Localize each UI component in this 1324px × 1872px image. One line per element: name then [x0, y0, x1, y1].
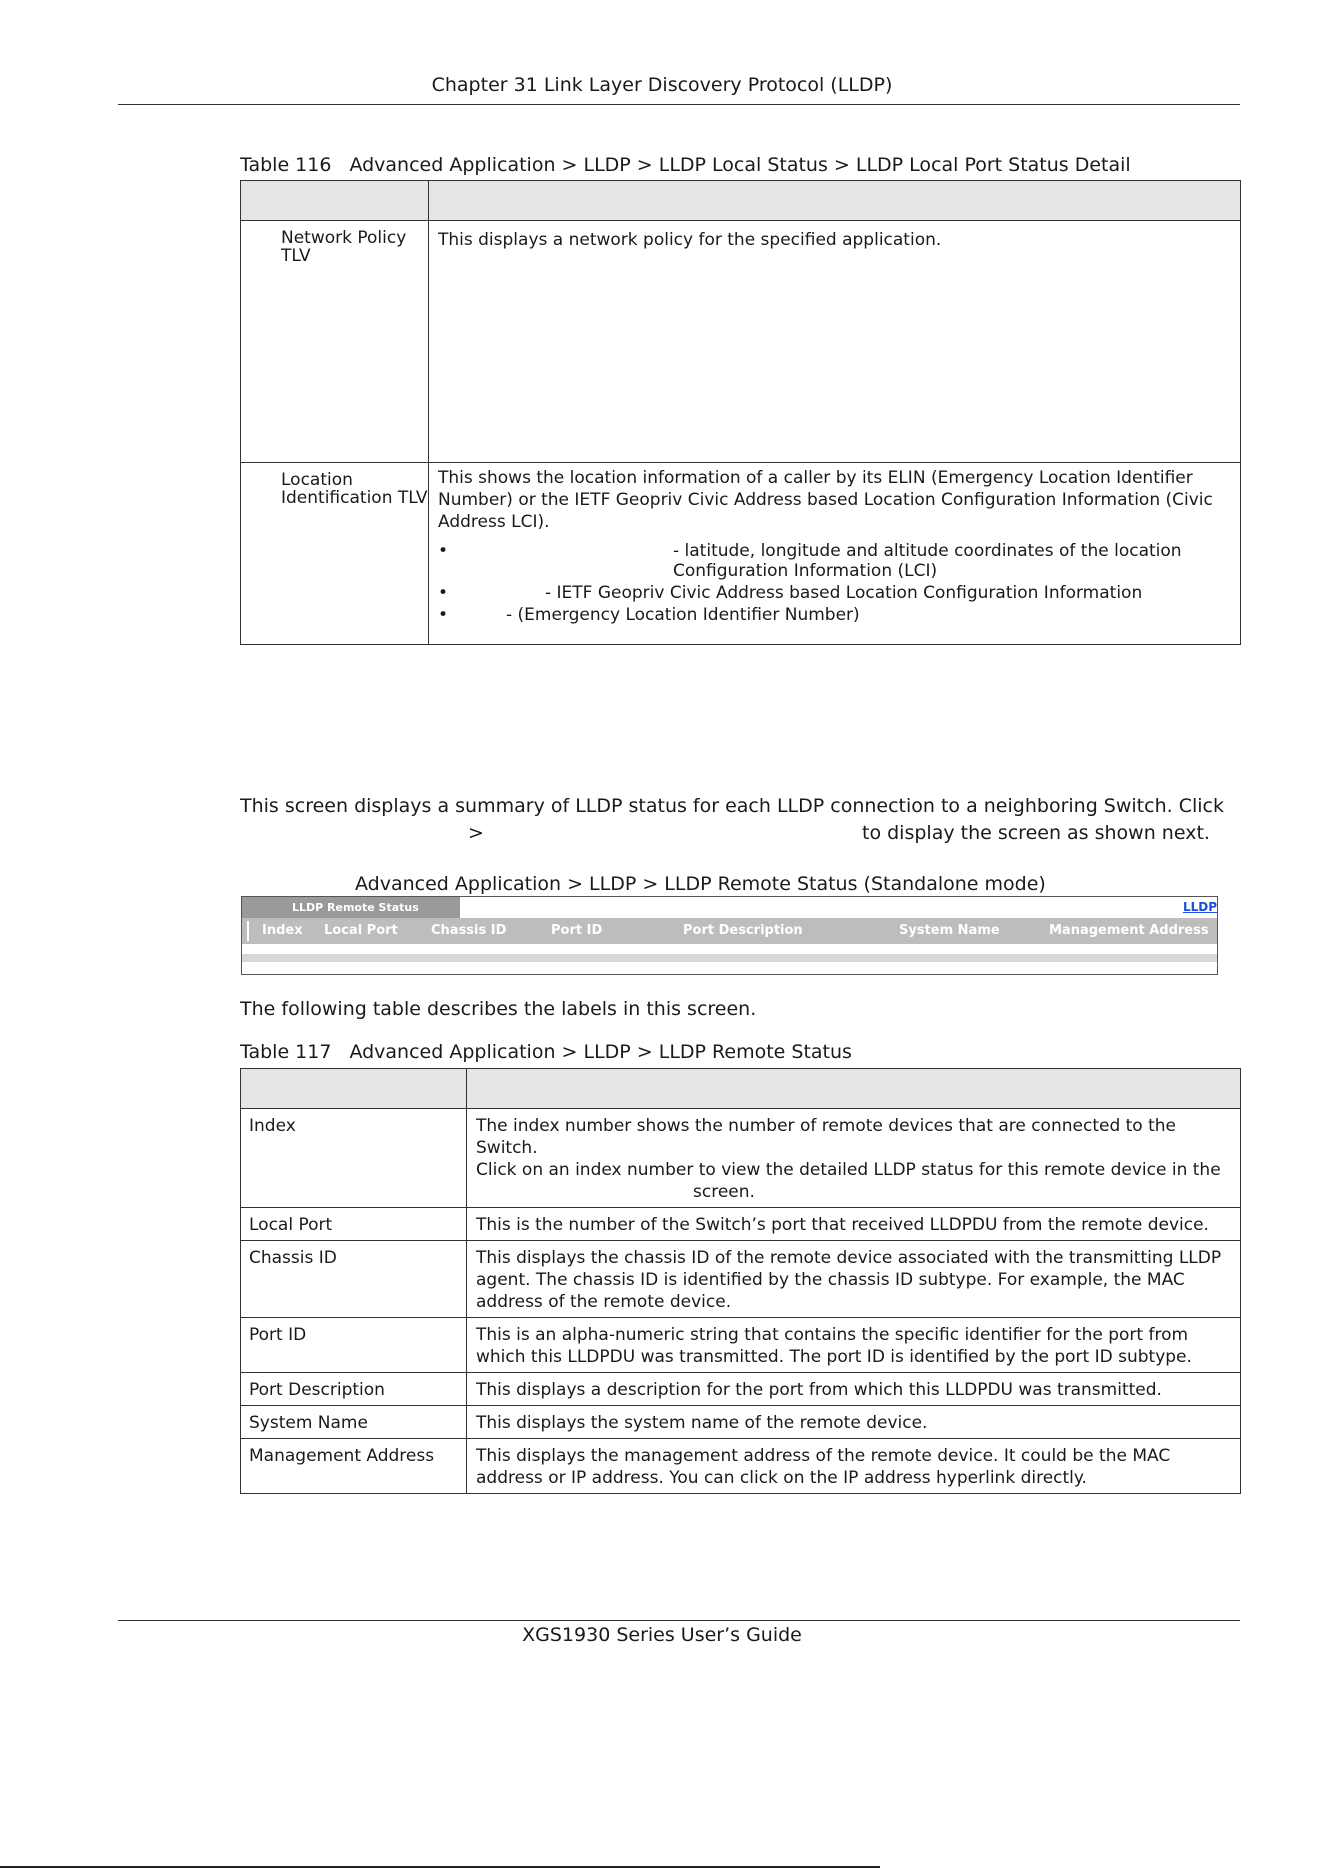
table-row — [241, 463, 1241, 645]
row-label: Local Port — [241, 1208, 467, 1241]
row-label: Network Policy TLV — [281, 228, 407, 266]
table116-header-row — [241, 181, 1241, 221]
row-label: Index — [241, 1109, 467, 1208]
list-item-text: - (Emergency Location Identifier Number) — [506, 605, 860, 625]
screen-tab-bar — [242, 897, 1217, 918]
col-port-description: Port Description — [683, 923, 803, 938]
table-row — [241, 1208, 1241, 1241]
bullet-icon: • — [438, 541, 449, 561]
table116-caption-number: Table 116 — [240, 154, 332, 176]
intro-paragraph — [240, 793, 1250, 847]
col-chassis-id: Chassis ID — [431, 923, 507, 938]
bullet-icon: • — [438, 605, 449, 625]
table117-caption-text: Advanced Application > LLDP > LLDP Remote Status — [349, 1041, 852, 1063]
table-row — [241, 1318, 1241, 1373]
col-index: Index — [262, 923, 303, 938]
table117 — [240, 1068, 1241, 1494]
lldp-remote-status-screenshot — [241, 896, 1218, 975]
intro-line — [240, 820, 1250, 847]
row-description: This shows the location information of a caller by its ELIN (Emergency Location Identifier Number) or the IETF Geopriv Civic Address based Location Configuration Information (Civic Address LCI). — [438, 468, 1213, 532]
table117-header-cell — [467, 1069, 1241, 1109]
guide-title: XGS1930 Series User’s Guide — [522, 1624, 802, 1646]
list-item — [438, 583, 1230, 603]
table116-caption-text: Advanced Application > LLDP > LLDP Local Status > LLDP Local Port Status Detail — [349, 154, 1131, 176]
col-port-id: Port ID — [551, 923, 603, 938]
chapter-title: Chapter 31 Link Layer Discovery Protocol (LLDP) — [431, 74, 893, 96]
row-label: Management Address — [241, 1439, 467, 1494]
list-item — [438, 541, 1230, 581]
table117-header-cell — [241, 1069, 467, 1109]
row-description: This displays the system name of the remote device. — [467, 1406, 1241, 1439]
table-row — [241, 1406, 1241, 1439]
col-system-name: System Name — [899, 923, 1000, 938]
row-description: This displays the chassis ID of the remote device associated with the transmitting LLDP agent. The chassis ID is identified by the chassis ID subtype. For example, the MAC address of the remote device. — [467, 1241, 1241, 1318]
row-description: This is an alpha-numeric string that contains the specific identifier for the port from which this LLDPDU was transmitted. The port ID is identified by the port ID subtype. — [467, 1318, 1241, 1373]
intro-line: This screen displays a summary of LLDP status for each LLDP connection to a neighboring Switch. Click — [240, 795, 1224, 817]
header-rule — [118, 104, 1240, 105]
row-description: This displays a description for the port from which this LLDPDU was transmitted. — [467, 1373, 1241, 1406]
following-text: The following table describes the labels in this screen. — [240, 998, 757, 1020]
col-local-port: Local Port — [324, 923, 398, 938]
table117-header-row — [241, 1069, 1241, 1109]
row-label: System Name — [241, 1406, 467, 1439]
row-label: Chassis ID — [241, 1241, 467, 1318]
table116-caption — [240, 154, 1131, 176]
row-description: This displays the management address of the remote device. It could be the MAC address or IP address. You can click on the IP address hyperlink directly. — [467, 1439, 1241, 1494]
table117-caption-number: Table 117 — [240, 1041, 332, 1063]
list-item — [438, 605, 1230, 625]
intro-separator: > — [468, 822, 484, 844]
lldp-link[interactable]: LLDP — [1182, 900, 1217, 914]
table117-caption — [240, 1041, 852, 1063]
row-description-line: screen. — [693, 1182, 755, 1202]
table116 — [240, 180, 1241, 645]
figure-caption: Advanced Application > LLDP > LLDP Remote Status (Standalone mode) — [355, 873, 1046, 895]
footer-rule — [118, 1620, 1240, 1621]
column-header-bar — [242, 918, 1217, 944]
row-description-line: The index number shows the number of remote devices that are connected to the Switch. — [476, 1116, 1177, 1158]
list-item-text: - IETF Geopriv Civic Address based Location Configuration Information — [545, 583, 1143, 603]
list-item-text: - latitude, longitude and altitude coordinates of the location Configuration Information (LCI) — [673, 541, 1182, 581]
row-description — [467, 1109, 1241, 1208]
table-row — [241, 1373, 1241, 1406]
col-management-address: Management Address — [1049, 923, 1209, 938]
table-row — [241, 1439, 1241, 1494]
tab-lldp-remote-status[interactable]: LLDP Remote Status — [242, 897, 460, 918]
page-bottom-edge — [0, 1866, 880, 1868]
table116-header-cell — [241, 181, 429, 221]
empty-row-strip — [242, 954, 1217, 962]
table-row — [241, 1109, 1241, 1208]
header-divider — [247, 921, 249, 941]
row-label: Port Description — [241, 1373, 467, 1406]
row-description: This is the number of the Switch’s port that received LLDPDU from the remote device. — [467, 1208, 1241, 1241]
table116-header-cell — [429, 181, 1241, 221]
row-label: Port ID — [241, 1318, 467, 1373]
row-description-line: Click on an index number to view the detailed LLDP status for this remote device in the — [476, 1160, 1221, 1180]
row-description: This displays a network policy for the specified application. — [438, 230, 942, 250]
row-label: Location Identification TLV — [281, 470, 428, 508]
bullet-icon: • — [438, 583, 449, 603]
table-row — [241, 1241, 1241, 1318]
intro-line-end: to display the screen as shown next. — [862, 822, 1210, 844]
table-row — [241, 221, 1241, 463]
